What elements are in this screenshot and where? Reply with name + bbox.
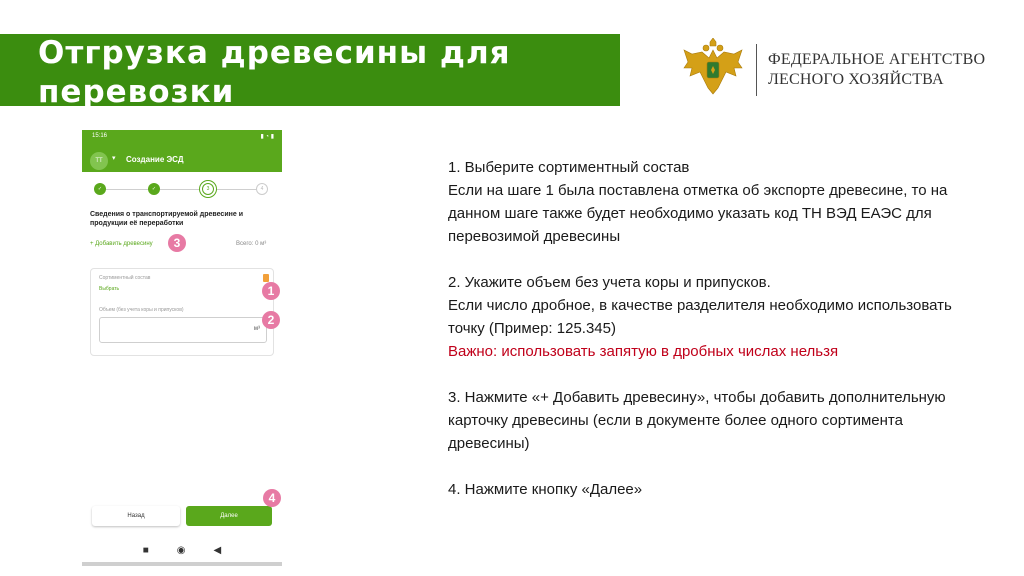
back-icon[interactable]: ◀ [213,544,222,556]
trash-icon[interactable] [263,274,269,282]
instruction-step-1 [448,156,988,248]
callout-badge-1: 1 [262,282,280,300]
home-icon[interactable]: ◉ [176,544,186,556]
status-time: 15:16 [92,133,108,139]
bottom-rule [82,562,282,566]
avatar[interactable]: ТТ [90,152,108,170]
callout-badge-4: 4 [263,489,281,507]
slide-title: Отгрузка древесины для перевозки [38,35,511,110]
add-wood-link[interactable]: + Добавить древесину [90,241,153,247]
instruction-step-2 [448,271,988,363]
next-button[interactable]: Далее [186,506,272,526]
callout-badge-3: 3 [168,234,186,252]
android-nav-bar [82,538,282,562]
step-2-warning: Важно: использовать запятую в дробных числах нельзя [448,343,839,360]
volume-input[interactable] [99,317,267,343]
step-3-text: 3. Нажмите «+ Добавить древесину», чтобы добавить дополнительную карточку древесины (если в документе более одного сортимента древесины) [448,389,946,452]
section-heading: Сведения о транспортируемой древесине и продукции её переработки [90,211,243,227]
status-icons: ▮ ◔ ▮ [260,134,274,140]
wood-card [90,268,274,356]
step-1-title: 1. Выберите сортиментный состав [448,159,690,176]
step-2-title: 2. Укажите объем без учета коры и припусков. [448,274,771,291]
instruction-step-3 [448,386,988,455]
stepper-line [100,189,264,190]
recent-apps-icon[interactable]: ■ [142,544,149,556]
volume-label: Объем (без учета коры и припусков) [99,307,184,313]
status-bar [92,133,274,140]
callout-badge-2: 2 [262,311,280,329]
step-2-detail: Если число дробное, в качестве разделителя необходимо использовать точку (Пример: 125.345) [448,297,952,337]
step-3: 3 [202,183,214,195]
chevron-down-icon[interactable]: ▾ [112,155,116,162]
step-4: 4 [256,183,268,195]
agency-name [768,50,985,90]
instruction-step-4 [448,478,988,501]
assortment-label: Сортиментный состав [99,275,151,281]
step-1-detail: Если на шаге 1 была поставлена отметка об экспорте древесине, то на данном шаге также будет необходимо указать код ТН ВЭД ЕАЭС для перевозимой древесины [448,182,948,245]
logo-divider [756,44,757,96]
step-2: ✓ [148,183,160,195]
step-1: ✓ [94,183,106,195]
agency-name-line2: ЛЕСНОГО ХОЗЯЙСТВА [768,71,944,88]
select-assortment-link[interactable]: Выбрать [99,286,120,292]
agency-name-line1: ФЕДЕРАЛЬНОЕ АГЕНТСТВО [768,51,986,68]
instructions [448,156,988,524]
app-title: Создание ЭСД [126,155,184,164]
back-button[interactable]: Назад [92,506,180,526]
double-headed-eagle-icon [680,38,746,104]
step-4-text: 4. Нажмите кнопку «Далее» [448,481,643,498]
total-volume: Всего: 0 м³ [236,241,267,247]
volume-unit: м³ [253,326,260,332]
phone-screenshot [82,130,282,566]
